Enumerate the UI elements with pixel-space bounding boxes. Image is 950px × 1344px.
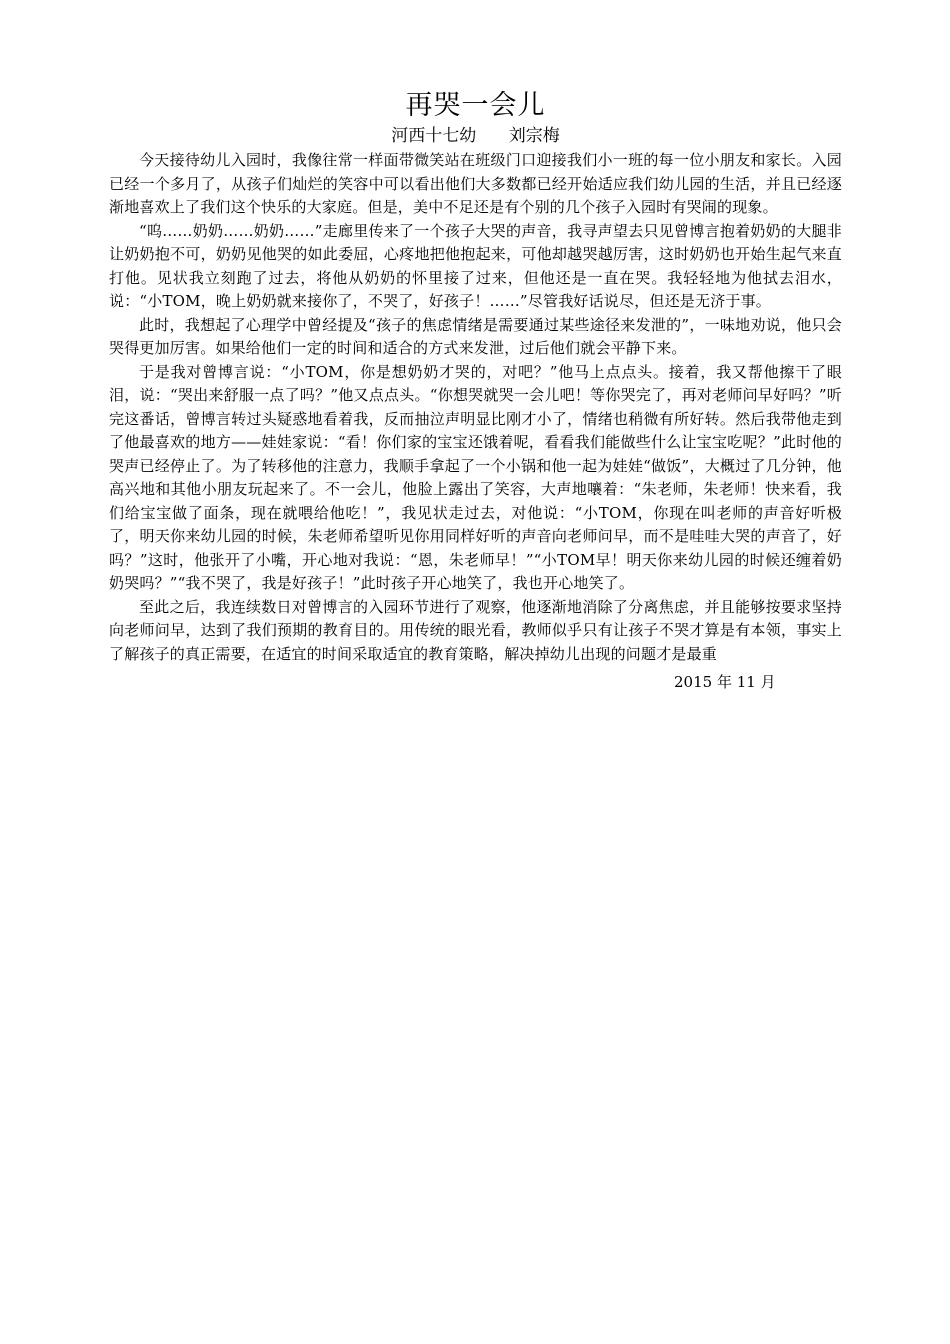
- paragraph-1: 今天接待幼儿入园时，我像往常一样面带微笑站在班级门口迎接我们小一班的每一位小朋友和家长。入园已经一个多月了，从孩子们灿烂的笑容中可以看出他们大多数都已经开始适应我们幼儿园的生活，并且已经逐渐地喜欢上了我们这个快乐的大家庭。但是，美中不足还是有个别的几个孩子入园时有哭闹的现象。: [109, 151, 842, 216]
- document-date: 2015 年 11 月: [674, 673, 776, 691]
- document-page: [109, 88, 842, 694]
- paragraph-4: 于是我对曾博言说：“小TOM，你是想奶奶才哭的，对吧？”他马上点点头。接着，我又帮他擦干了眼泪，说：“哭出来舒服一点了吗？”他又点点头。“你想哭就哭一会儿吧！等你哭完了，再对老师问早好吗？”听完这番话，曾博言转过头疑惑地看着我，反而抽泣声明显比刚才小了，情绪也稍微有所好转。然后我带他走到了他最喜欢的地方——娃娃家说：“看！你们家的宝宝还饿着呢，看看我们能做些什么让宝宝吃呢？”此时他的哭声已经停止了。为了转移他的注意力，我顺手拿起了一个小锅和他一起为娃娃“做饭”，大概过了几分钟，他高兴地和其他小朋友玩起来了。不一会儿，他脸上露出了笑容，大声地嚷着：“朱老师，朱老师！快来看，我们给宝宝做了面条，现在就喂给他吃！”，我见状走过去，对他说：“小TOM，你现在叫老师的声音好听极了，明天你来幼儿园的时候，朱老师希望听见你用同样好听的声音向老师问早，而不是哇哇大哭的声音了，好吗？”这时，他张开了小嘴，开心地对我说：“恩，朱老师早！”“小TOM早！明天你来幼儿园的时候还缠着奶奶哭吗？”“我不哭了，我是好孩子！”此时孩子开心地笑了，我也开心地笑了。: [109, 362, 842, 592]
- paragraph-5: 至此之后，我连续数日对曾博言的入园环节进行了观察，他逐渐地消除了分离焦虑，并且能够按要求坚持向老师问早，达到了我们预期的教育目的。用传统的眼光看，教师似乎只有让孩子不哭才算是有本领，事实上了解孩子的真正需要，在适宜的时间采取适宜的教育策略，解决掉幼儿出现的问题才是最重: [109, 597, 842, 663]
- author-byline: 河西十七幼 刘宗梅: [391, 126, 560, 146]
- paragraph-3: 此时，我想起了心理学中曾经提及“孩子的焦虑情绪是需要通过某些途径来发泄的”，一味地劝说，他只会哭得更加厉害。如果给他们一定的时间和适合的方式来发泄，过后他们就会平静下来。: [109, 315, 842, 357]
- document-title: 再哭一会儿: [405, 90, 546, 121]
- paragraph-2: “呜……奶奶……奶奶……”走廊里传来了一个孩子大哭的声音，我寻声望去只见曾博言抱着奶奶的大腿非让奶奶抱不可，奶奶见他哭的如此委屈，心疼地把他抱起来，可他却越哭越厉害，这时奶奶也开始生起气来直打他。见状我立刻跑了过去，将他从奶奶的怀里接了过来，但他还是一直在哭。我轻轻地为他拭去泪水，说：“小TOM，晚上奶奶就来接你了，不哭了，好孩子！……”尽管我好话说尽，但还是无济于事。: [109, 221, 842, 310]
